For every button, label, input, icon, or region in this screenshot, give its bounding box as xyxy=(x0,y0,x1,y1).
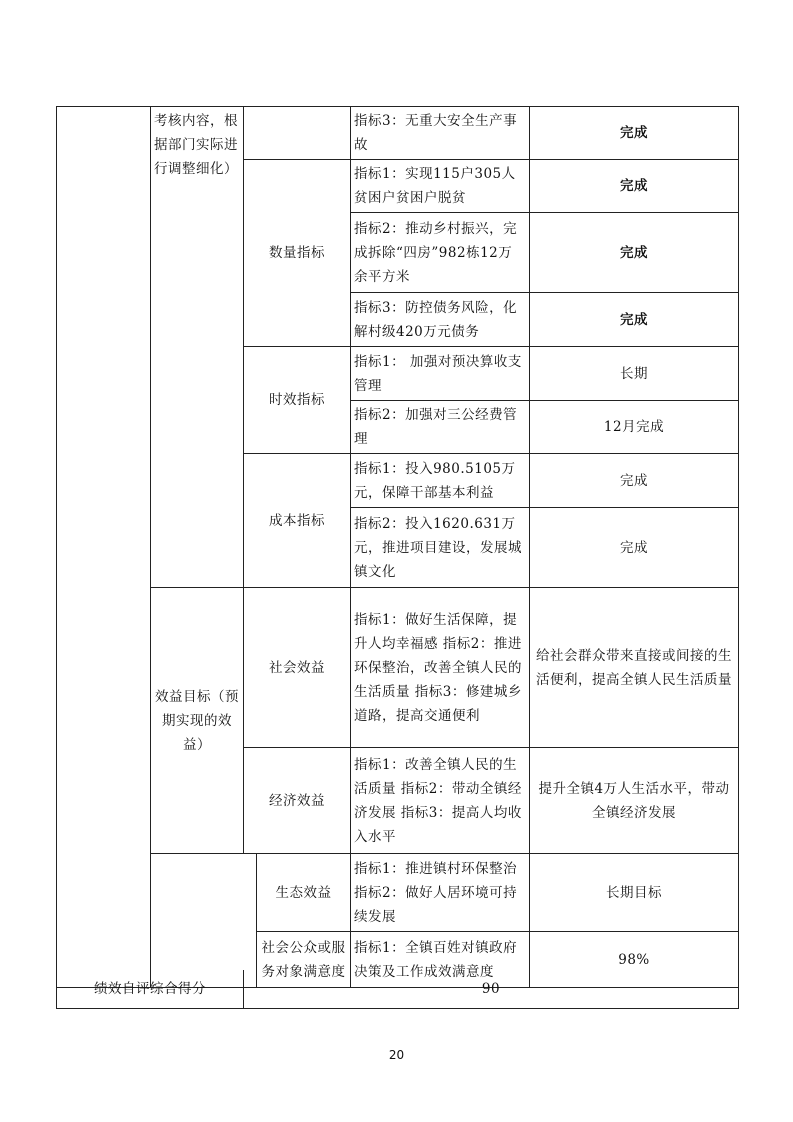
value-cell: 完成 xyxy=(530,160,739,213)
score-table xyxy=(56,970,739,1009)
economic-indicators: 指标1：改善全镇人民的生活质量 指标2：带动全镇经济发展 指标3：提高人均收入水平 xyxy=(351,748,530,854)
group-timeliness: 时效指标 xyxy=(244,347,351,454)
blank-group-cell xyxy=(244,107,351,160)
indicator-cell: 指标2：投入1620.631万元，推进项目建设，发展城镇文化 xyxy=(351,508,530,588)
performance-table xyxy=(56,106,739,988)
indicator-cell: 指标3：防控债务风险，化解村级420万元债务 xyxy=(351,293,530,347)
ecological-value: 长期目标 xyxy=(530,854,739,932)
value-cell: 完成 xyxy=(530,107,739,160)
value-cell: 12月完成 xyxy=(530,401,739,454)
social-value: 给社会群众带来直接或间接的生活便利，提高全镇人民生活质量 xyxy=(530,588,739,748)
group-social: 社会效益 xyxy=(244,588,351,748)
value-cell: 完成 xyxy=(530,213,739,293)
indicator-cell: 指标1： 加强对预决算收支管理 xyxy=(351,347,530,401)
value-cell: 长期 xyxy=(530,347,739,401)
value-cell: 完成 xyxy=(530,293,739,347)
group-quantity: 数量指标 xyxy=(244,160,351,347)
score-value: 90 xyxy=(244,970,739,1008)
group-satisfaction: 社会公众或服务对象满意度 xyxy=(257,932,351,988)
social-indicators: 指标1：做好生活保障，提升人均幸福感 指标2：推进环保整治，改善全镇人民的生活质量 指标3：修建城乡道路，提高交通便利 xyxy=(351,588,530,748)
blank-category-cell xyxy=(151,854,257,988)
value-cell: 完成 xyxy=(530,508,739,588)
satisfaction-value: 98% xyxy=(530,932,739,988)
indicator-cell: 指标1：实现115户305人贫困户贫困户脱贫 xyxy=(351,160,530,213)
group-cost: 成本指标 xyxy=(244,454,351,588)
ecological-indicators: 指标1：推进镇村环保整治 指标2：做好人居环境可持续发展 xyxy=(351,854,530,932)
category-note: 考核内容，根据部门实际进行调整细化） xyxy=(151,107,244,588)
group-ecological: 生态效益 xyxy=(257,854,351,932)
outer-blank-cell xyxy=(57,107,151,988)
score-label: 绩效自评综合得分 xyxy=(57,970,244,1008)
economic-value: 提升全镇4万人生活水平，带动全镇经济发展 xyxy=(530,748,739,854)
value-cell: 完成 xyxy=(530,454,739,508)
page-number: 20 xyxy=(388,1048,405,1062)
indicator-cell: 指标3：无重大安全生产事故 xyxy=(351,107,530,160)
indicator-cell: 指标2：加强对三公经费管理 xyxy=(351,401,530,454)
group-economic: 经济效益 xyxy=(244,748,351,854)
benefit-category: 效益目标（预期实现的效益） xyxy=(151,588,244,854)
satisfaction-indicator: 指标1：全镇百姓对镇政府决策及工作成效满意度 xyxy=(351,932,530,988)
indicator-cell: 指标1：投入980.5105万元，保障干部基本利益 xyxy=(351,454,530,508)
indicator-cell: 指标2：推动乡村振兴，完成拆除“四房”982栋12万余平方米 xyxy=(351,213,530,293)
